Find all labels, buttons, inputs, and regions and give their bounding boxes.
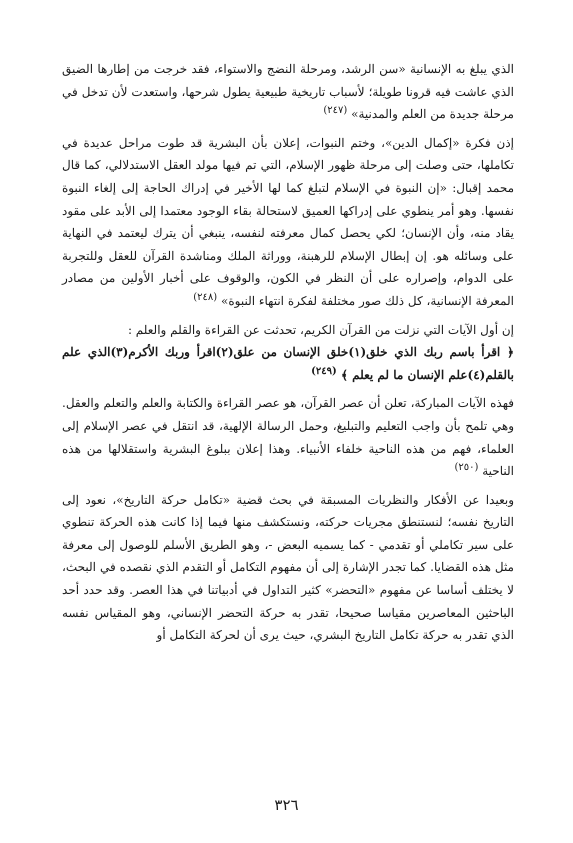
paragraph-3	[62, 319, 514, 342]
paragraph-6	[62, 489, 514, 647]
page-body	[62, 58, 514, 798]
quran-verse-text: ﴿ اقرأ باسم ربك الذي خلق(١)خلق الإنسان من علق(٢)اقرأ وربك الأكرم(٣)الذي علم بالقلم(٤)علم الإنسان ما لم يعلم ﴾	[62, 345, 514, 382]
footnote-249: (٢٤٩)	[311, 365, 337, 377]
paragraph-1	[62, 58, 514, 126]
footnote-248: (٢٤٨)	[193, 291, 218, 303]
paragraph-3-text: إن أول الآيات التي نزلت من القرآن الكريم، تحدثت عن القراءة والقلم والعلم :	[127, 322, 514, 337]
paragraph-5	[62, 392, 514, 482]
paragraph-2	[62, 132, 514, 313]
paragraph-5-text: فهذه الآيات المباركة، تعلن أن عصر القرآن، هو عصر القراءة والكتابة والعلم والتعلم والعقل. وهي تلمح بأن واجب التعليم والتبليغ، وحمل الرسالة الإلهية، قد انتقل في عصر الإسلام إلى العلماء، فهم من هذه الناحية خلفاء الأنبياء. وهذا إعلان ببلوغ البشرية واستقلالها من هذه الناحية	[62, 396, 514, 479]
footnote-247: (٢٤٧)	[323, 105, 348, 117]
paragraph-1-text: الذي يبلغ به الإنسانية «سن الرشد، ومرحلة النضج والاستواء، فقد خرجت من إطارها الضيق الذي عاشت فيه قرونا طويلة؛ لأسباب تاريخية طبيعية يطول شرحها، واستعدت لأن تدخل في مرحلة جديدة من العلم والمدنية»	[62, 62, 514, 122]
paragraph-6-text: وبعيدا عن الأفكار والنظريات المسبقة في بحث قضية «تكامل حركة التاريخ»، نعود إلى التاريخ نفسه؛ لنستنطق مجريات حركته، ونستكشف منها فيما إذا كانت هذه الحركة تنطوي على سير تكاملي أو تقدمي - كما يسميه البعض -، وهو الطريق الأسلم للوصول إلى معرفة مثل هذه القضايا. كما تجدر الإشارة إلى أن مفهوم التكامل أو التقدم الذي نقصده في البحث، لا يختلف أساسا عن مفهوم «التحضر» كثير التداول في أدبياتنا في هذا العصر. وقد حدد أحد الباحثين المعاصرين مقياسا صحيحا، تقدر به حركة التحضر الإنساني، وهو المقياس نفسه الذي تقدر به حركة تكامل التاريخ البشري، حيث يرى أن لحركة التكامل أو	[62, 492, 514, 643]
paragraph-2-text: إذن فكرة «إكمال الدين»، وختم النبوات، إعلان بأن البشرية قد طوت مراحل عديدة في تكاملها، حتى وصلت إلى مرحلة ظهور الإسلام، التي تم فيها مولد العقل الاستدلالي، كما قال محمد إقبال: «إن النبوة في الإسلام لتبلغ كما لها الأخير في إدراك الحاجة إلى إلغاء النبوة نفسها. وهو أمر ينطوي على إدراكها العميق لاستحالة بقاء الوجود معتمدا إلى الأبد على مقود يقاد منه، وأن الإنسان؛ لكي يحصل كمال معرفته لنفسه، ينبغي أن يترك ليعتمد في النهاية على وسائله هو. إن إبطال الإسلام للرهبنة، ووراثة الملك ومناشدة القرآن للعقل وللتجربة على الدوام، وإصراره على أن النظر في الكون، والوقوف على أخبار الأولين من مصادر المعرفة الإنسانية، كل ذلك صور مختلفة لفكرة انتهاء النبوة»	[62, 135, 515, 308]
quran-verse	[62, 341, 514, 386]
page-number: ٣٢٦	[274, 796, 299, 814]
footnote-250: (٢٥٠)	[454, 462, 479, 474]
